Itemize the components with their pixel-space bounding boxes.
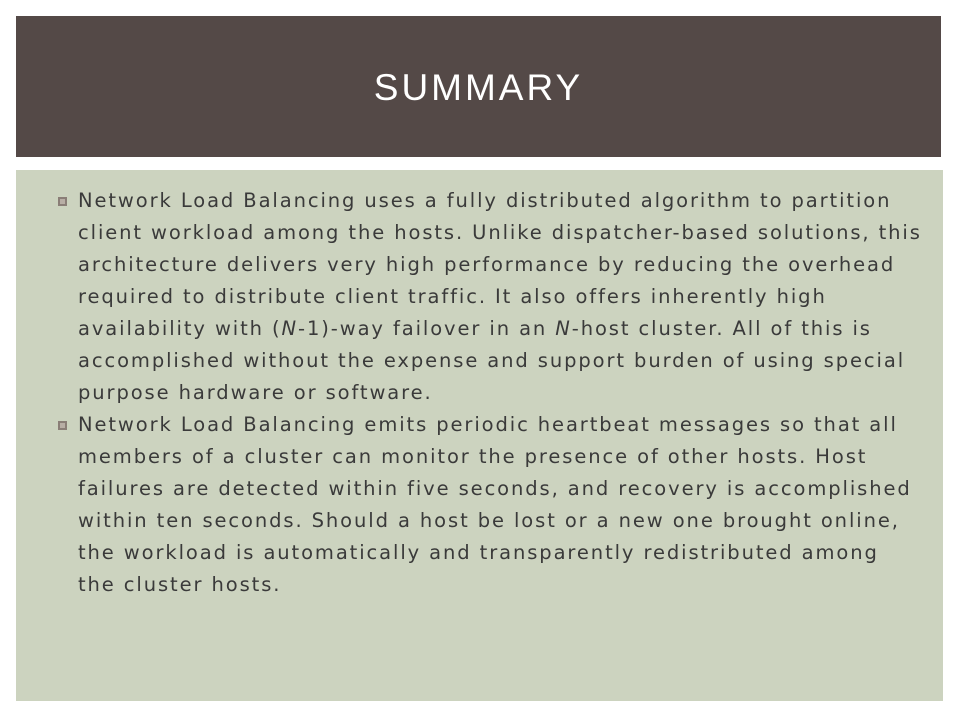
square-bullet-icon <box>58 421 67 430</box>
content-area <box>16 170 943 701</box>
slide-title: SUMMARY <box>373 66 584 108</box>
square-bullet-icon <box>58 197 67 206</box>
bullet-1-italic-n-2: N <box>555 317 572 340</box>
bullet-item-1 <box>16 185 943 409</box>
bullet-1-text-a: Network Load Balancing uses a fully distributed algorithm to partition client workload among the hosts. Unlike dispatcher-based solutions, this architecture delivers very high performance by reducing the overhead required to distribute client traffic. It also offers inherently high availability with ( <box>78 189 922 340</box>
bullet-1-text-c: -host cluster. All of this is accomplished without the expense and support burden of using special purpose hardware or software. <box>78 317 906 404</box>
bullet-1-italic-n-1: N <box>281 317 299 340</box>
bullet-item-2 <box>16 409 943 601</box>
bullet-list <box>16 185 943 601</box>
bullet-1-text-b: -1)-way failover in an <box>298 317 556 340</box>
title-band <box>16 16 941 157</box>
bullet-2-text: Network Load Balancing emits periodic heartbeat messages so that all members of a cluster can monitor the presence of other hosts. Host failures are detected within five seconds, and recovery is accomplished within ten seconds. Should a host be lost or a new one brought online, the workload is automatically and transparently redistributed among the cluster hosts. <box>78 413 912 596</box>
